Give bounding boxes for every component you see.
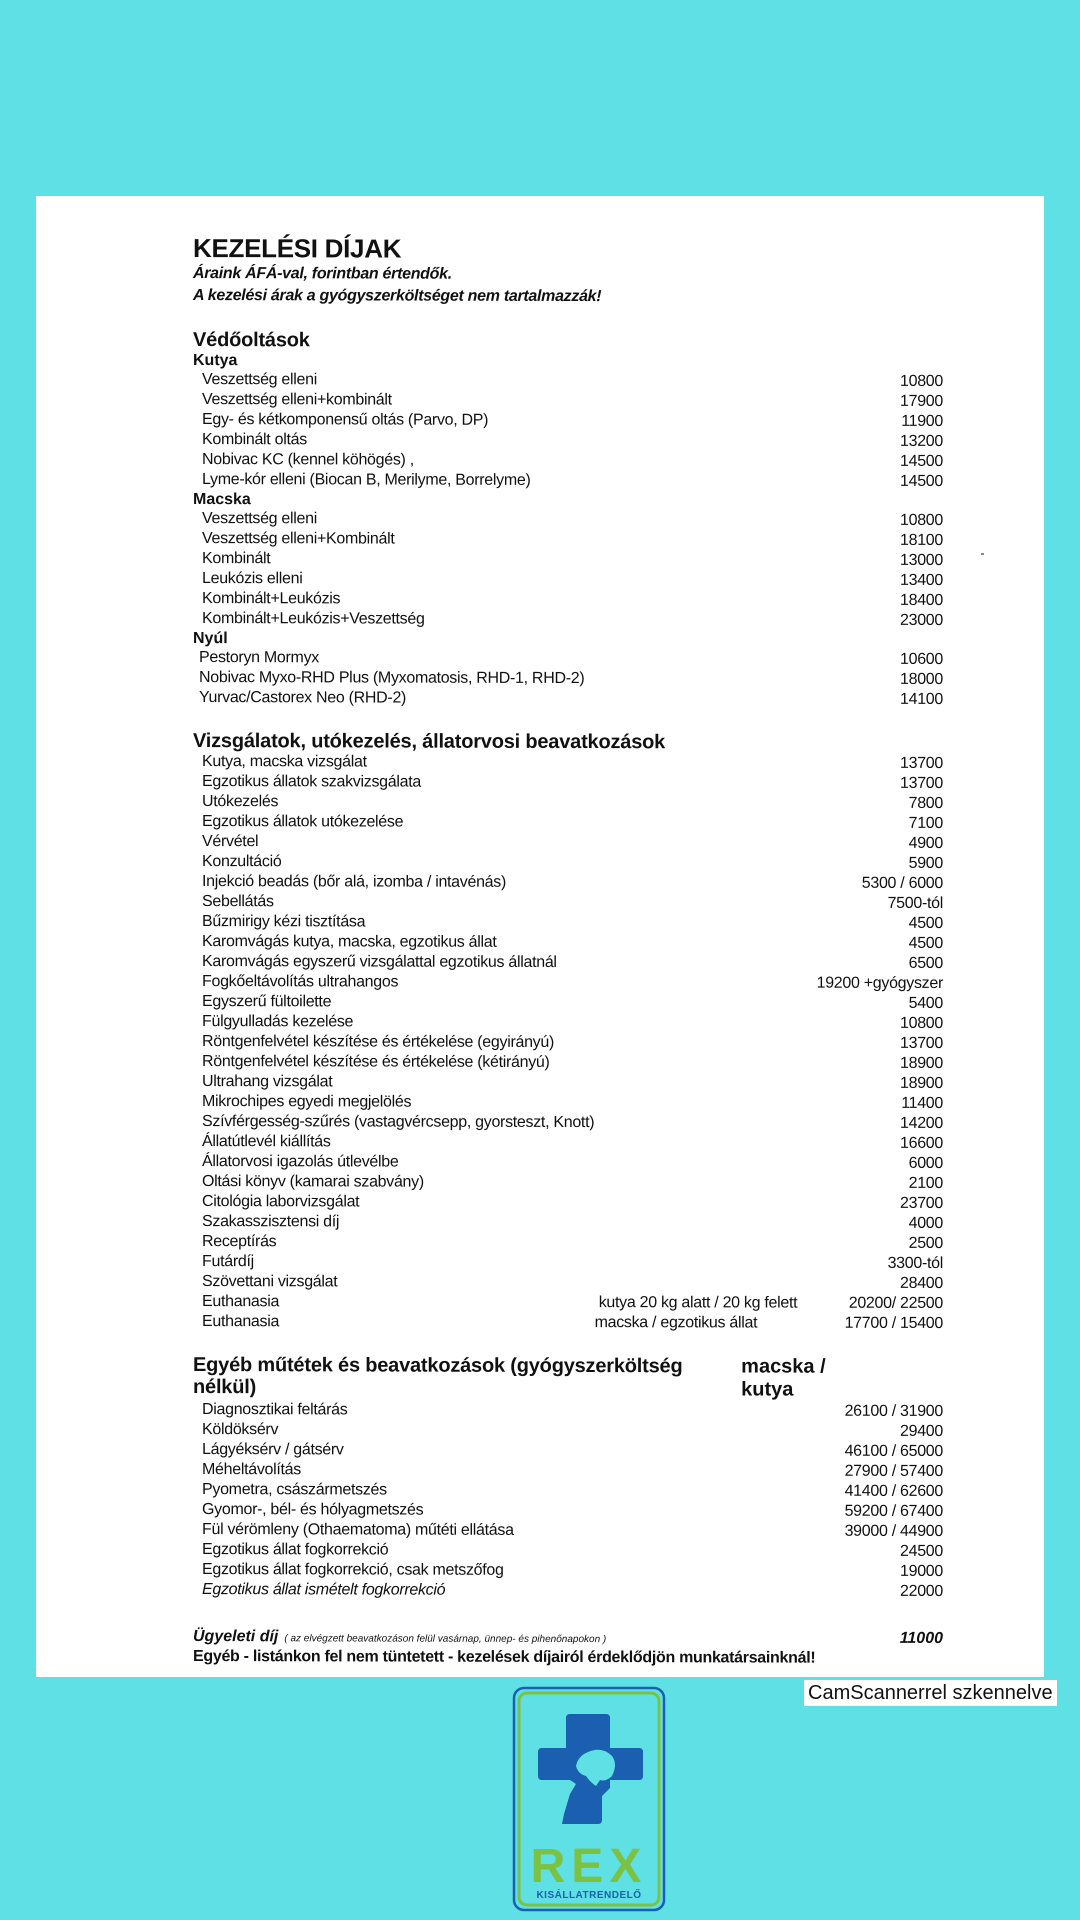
- service-name: Euthanasia: [202, 1313, 280, 1331]
- service-price: 14100: [900, 690, 943, 708]
- price-row: [193, 1052, 943, 1074]
- price-row: [193, 1440, 943, 1462]
- service-price: 18400: [900, 591, 943, 609]
- service-name: Injekció beadás (bőr alá, izomba / intavénás): [202, 873, 507, 891]
- service-price: 27900 / 57400: [844, 1462, 943, 1480]
- service-price: 7500-tól: [887, 894, 943, 912]
- service-name: Vérvétel: [202, 833, 259, 851]
- price-row: [193, 589, 943, 611]
- service-price: 23000: [900, 611, 943, 629]
- price-row: [193, 1252, 943, 1274]
- price-row: [193, 668, 943, 690]
- price-row: [193, 1500, 943, 1522]
- price-row: [193, 1212, 943, 1234]
- on-call-fee-row: [193, 1628, 943, 1648]
- price-row: [193, 1292, 943, 1314]
- price-row: [193, 752, 943, 774]
- price-row: [193, 1312, 943, 1334]
- service-name: Lyme-kór elleni (Biocan B, Merilyme, Borrelyme): [202, 471, 531, 489]
- surgery-list: [193, 1400, 943, 1602]
- service-name: Egy- és kétkomponensű oltás (Parvo, DP): [202, 411, 489, 429]
- service-price: 6500: [908, 954, 943, 972]
- price-row: [193, 1232, 943, 1254]
- service-name: Állatorvosi igazolás útlevélbe: [202, 1153, 399, 1171]
- service-note: kutya 20 kg alatt / 20 kg felett: [598, 1294, 798, 1312]
- service-name: Euthanasia: [202, 1293, 280, 1311]
- service-price: 26100 / 31900: [844, 1402, 943, 1420]
- price-row: [193, 1112, 943, 1134]
- price-row: [193, 932, 943, 954]
- price-row: [193, 370, 943, 392]
- service-name: Futárdíj: [202, 1253, 254, 1271]
- price-row: [193, 1460, 943, 1482]
- price-list-content: [193, 233, 943, 1668]
- service-price: 22000: [900, 1582, 943, 1600]
- service-name: Kombinált oltás: [202, 431, 307, 449]
- service-name: Egzotikus állatok utókezelése: [202, 813, 404, 831]
- price-row: [193, 1132, 943, 1154]
- price-row: [193, 892, 943, 914]
- price-row: [193, 470, 943, 492]
- price-row: [193, 1480, 943, 1502]
- price-row: [193, 992, 943, 1014]
- vaccination-groups: [193, 351, 943, 710]
- service-price: 2100: [908, 1174, 943, 1192]
- service-price: 7100: [908, 814, 943, 832]
- price-row: [193, 688, 943, 710]
- price-row: [193, 430, 943, 452]
- price-row: [193, 1012, 943, 1034]
- price-row: [193, 1072, 943, 1094]
- price-row: [193, 1192, 943, 1214]
- price-row: [193, 1092, 943, 1114]
- service-name: Egzotikus állat fogkorrekció, csak metszőfog: [202, 1561, 504, 1579]
- service-price: 14200: [900, 1114, 943, 1132]
- service-price: 41400 / 62600: [844, 1482, 943, 1500]
- service-name: Szövettani vizsgálat: [202, 1273, 338, 1291]
- service-name: Nobivac Myxo-RHD Plus (Myxomatosis, RHD-1, RHD-2): [199, 669, 585, 688]
- service-price: 5400: [908, 994, 943, 1012]
- service-price: 11900: [901, 412, 943, 430]
- service-name: Lágyéksérv / gátsérv: [202, 1441, 344, 1459]
- price-row: [193, 569, 943, 591]
- service-price: 18900: [900, 1074, 943, 1092]
- service-name: Utókezelés: [202, 793, 279, 811]
- price-row: [193, 1400, 943, 1422]
- service-name: Veszettség elleni: [202, 510, 317, 528]
- price-list-sheet: [36, 196, 1044, 1677]
- service-price: 11400: [901, 1094, 943, 1112]
- service-name: Yurvac/Castorex Neo (RHD-2): [199, 689, 407, 707]
- service-name: Leukózis elleni: [202, 570, 303, 588]
- service-name: Kombinált+Leukózis: [202, 590, 341, 608]
- service-price: 16600: [900, 1134, 943, 1152]
- service-price: 4900: [908, 834, 943, 852]
- other-treatments-note: Egyéb - listánkon fel nem tüntetett - kezelések díjairól érdeklődjön munkatársainknál!: [193, 1648, 816, 1667]
- service-name: Citológia laborvizsgálat: [202, 1193, 360, 1211]
- on-call-fee-note: ( az elvégzett beavatkozáson felül vasárnap, ünnep- és pihenőnapokon ): [284, 1633, 607, 1646]
- service-name: Egzotikus állat fogkorrekció: [202, 1541, 389, 1559]
- price-row: [193, 1540, 943, 1562]
- service-name: Röntgenfelvétel készítése és értékelése (kétirányú): [202, 1053, 550, 1071]
- price-row: [193, 509, 943, 531]
- service-price: 4000: [908, 1214, 943, 1232]
- examination-list: [193, 752, 943, 1334]
- document-title: KEZELÉSI DÍJAK: [193, 233, 402, 264]
- price-row: [193, 1520, 943, 1542]
- price-row: [193, 812, 943, 834]
- service-price: 7800: [908, 794, 943, 812]
- column-header-cat-dog: macska / kutya: [741, 1355, 826, 1401]
- service-price: 28400: [900, 1274, 943, 1292]
- price-row: [193, 832, 943, 854]
- service-price: 19000: [900, 1562, 943, 1580]
- service-name: Receptírás: [202, 1233, 277, 1251]
- on-call-fee-label: [193, 1628, 606, 1647]
- service-name: Veszettség elleni+Kombinált: [202, 530, 395, 548]
- service-name: Pyometra, császármetszés: [202, 1481, 387, 1499]
- service-price: 13200: [900, 432, 943, 450]
- species-group-title: Nyúl: [193, 630, 228, 648]
- price-row: [193, 792, 943, 814]
- service-name: Oltási könyv (kamarai szabvány): [202, 1173, 424, 1191]
- service-price: 13700: [900, 1034, 943, 1052]
- service-name: Nobivac KC (kennel köhögés) ,: [202, 451, 414, 469]
- price-row: [193, 1560, 943, 1582]
- service-name: Állatútlevél kiállítás: [202, 1133, 331, 1151]
- service-name: Fül vérömleny (Othaematoma) műtéti ellátása: [202, 1521, 514, 1539]
- price-row: [193, 1152, 943, 1174]
- service-name: Szakasszisztensi díj: [202, 1213, 340, 1231]
- service-price: 18000: [900, 670, 943, 688]
- service-name: Köldöksérv: [202, 1421, 279, 1439]
- service-price: 17900: [900, 392, 943, 410]
- service-price: 4500: [908, 934, 943, 952]
- service-name: Konzultáció: [202, 853, 282, 871]
- section-title-examinations: Vizsgálatok, utókezelés, állatorvosi beavatkozások: [193, 730, 666, 754]
- service-name: Fogkőeltávolítás ultrahangos: [202, 973, 399, 991]
- service-name: Méheltávolítás: [202, 1461, 301, 1479]
- price-row: [193, 972, 943, 994]
- service-price: 4500: [908, 914, 943, 932]
- service-price: 14500: [900, 452, 943, 470]
- service-name: Kombinált+Leukózis+Veszettség: [202, 610, 425, 628]
- service-name: Ultrahang vizsgálat: [202, 1073, 333, 1091]
- logo-tagline: KISÁLLATRENDELŐ: [536, 1890, 642, 1901]
- service-name: Szívférgesség-szűrés (vastagvércsepp, gyorsteszt, Knott): [202, 1113, 595, 1132]
- service-name: Egzotikus állatok szakvizsgálata: [202, 773, 421, 791]
- service-name: Bűzmirigy kézi tisztítása: [202, 913, 366, 931]
- scan-speck: [981, 553, 984, 555]
- service-name: Karomvágás kutya, macska, egzotikus állat: [202, 933, 497, 951]
- price-row: [193, 1172, 943, 1194]
- price-row: [193, 1272, 943, 1294]
- price-row: [193, 390, 943, 412]
- price-row: [193, 852, 943, 874]
- service-price: 13000: [900, 551, 943, 569]
- service-price: 14500: [900, 472, 943, 490]
- rex-logo-graphic: [512, 1686, 666, 1912]
- price-row: [193, 529, 943, 551]
- service-price: 10800: [900, 511, 943, 529]
- rex-logo: [512, 1686, 666, 1912]
- service-name: Pestoryn Mormyx: [199, 649, 319, 667]
- service-price: 13700: [900, 774, 943, 792]
- service-price: 10800: [900, 372, 943, 390]
- service-price: 10800: [900, 1014, 943, 1032]
- service-price: 5900: [908, 854, 943, 872]
- service-price: 19200 +gyógyszer: [816, 974, 943, 992]
- service-name: Karomvágás egyszerű vizsgálattal egzotikus állatnál: [202, 953, 557, 971]
- price-row: [193, 1420, 943, 1442]
- service-name: Röntgenfelvétel készítése és értékelése (egyirányú): [202, 1033, 555, 1051]
- service-name: Mikrochipes egyedi megjelölés: [202, 1093, 412, 1111]
- logo-wordmark: REX: [530, 1840, 648, 1893]
- price-row: [193, 872, 943, 894]
- service-price: 23700: [900, 1194, 943, 1212]
- service-name: Diagnosztikai feltárás: [202, 1401, 348, 1419]
- section-title-surgeries: Egyéb műtétek és beavatkozások (gyógyszerköltség nélkül): [193, 1354, 683, 1399]
- service-price: 6000: [908, 1154, 943, 1172]
- service-price: 59200 / 67400: [844, 1502, 943, 1520]
- service-name: Fülgyulladás kezelése: [202, 1013, 354, 1031]
- medical-cross-icon: [538, 1714, 643, 1824]
- medication-note: A kezelési árak a gyógyszerköltséget nem tartalmazzák!: [193, 287, 602, 306]
- service-price: 2500: [908, 1234, 943, 1252]
- service-name: Kutya, macska vizsgálat: [202, 753, 367, 771]
- service-price: 39000 / 44900: [844, 1522, 943, 1540]
- species-group-title: Macska: [193, 491, 251, 509]
- service-price: 29400: [900, 1422, 943, 1440]
- service-name: Egyszerű fültoilette: [202, 993, 332, 1011]
- on-call-fee-price: 11000: [899, 1629, 943, 1647]
- price-row: [193, 1032, 943, 1054]
- service-name: Egzotikus állat ismételt fogkorrekció: [202, 1581, 446, 1599]
- price-row: [193, 912, 943, 934]
- price-row: [193, 549, 943, 571]
- service-name: Kombinált: [202, 550, 271, 568]
- camscanner-watermark: CamScannerrel szkennelve: [804, 1680, 1057, 1706]
- service-price: 20200/ 22500: [848, 1294, 943, 1312]
- service-price: 46100 / 65000: [844, 1442, 943, 1460]
- service-price: 24500: [900, 1542, 943, 1560]
- service-name: Gyomor-, bél- és hólyagmetszés: [202, 1501, 424, 1519]
- service-name: Veszettség elleni+kombinált: [202, 391, 392, 409]
- price-row: [193, 450, 943, 472]
- service-price: 18900: [900, 1054, 943, 1072]
- service-price: 3300-tól: [887, 1254, 943, 1272]
- service-price: 5300 / 6000: [861, 874, 943, 892]
- service-name: Sebellátás: [202, 893, 274, 911]
- price-row: [193, 648, 943, 670]
- service-price: 18100: [900, 531, 943, 549]
- price-row: [193, 410, 943, 432]
- price-row: [193, 1580, 943, 1602]
- on-call-fee-title: Ügyeleti díj: [193, 1628, 279, 1646]
- price-row: [193, 772, 943, 794]
- service-price: 17700 / 15400: [844, 1314, 943, 1332]
- price-row: [193, 609, 943, 631]
- service-note: macska / egzotikus állat: [594, 1314, 758, 1332]
- section-title-vaccinations: Védőoltások: [193, 329, 310, 352]
- service-price: 13400: [900, 571, 943, 589]
- species-group-title: Kutya: [193, 352, 238, 370]
- service-price: 13700: [900, 754, 943, 772]
- service-price: 10600: [900, 650, 943, 668]
- surgeries-header: [193, 1354, 943, 1402]
- price-row: [193, 952, 943, 974]
- service-name: Veszettség elleni: [202, 371, 317, 389]
- vat-note: Áraink ÁFÁ-val, forintban értendők.: [193, 265, 452, 283]
